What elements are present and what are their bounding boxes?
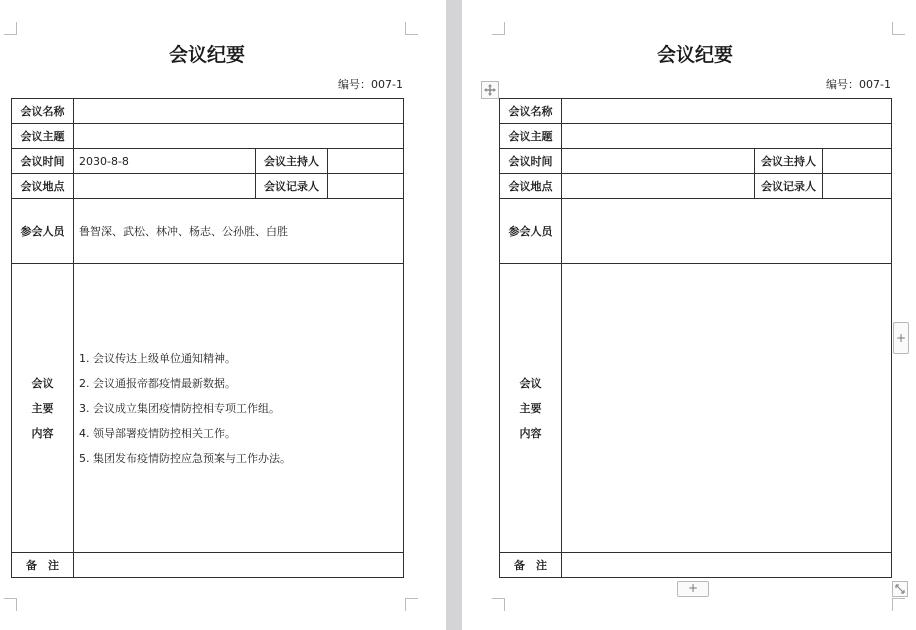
main-content-label-line: 主要	[519, 401, 542, 415]
plus-icon: +	[687, 581, 699, 595]
page-corner-mark	[4, 22, 17, 35]
page-gutter	[446, 0, 462, 630]
meeting-time-label: 会议时间	[500, 149, 562, 174]
content-item: 2. 会议通报帝都疫情最新数据。	[79, 376, 236, 390]
remarks-field[interactable]	[562, 553, 892, 578]
main-content-field[interactable]	[562, 264, 892, 553]
page-corner-mark	[892, 598, 905, 611]
meeting-name-label: 会议名称	[500, 99, 562, 124]
main-content-label-line: 内容	[519, 426, 542, 440]
host-label: 会议主持人	[755, 149, 823, 174]
document-title: 会议纪要	[168, 44, 245, 66]
page-corner-mark	[892, 22, 905, 35]
remarks-field[interactable]	[74, 553, 404, 578]
recorder-label: 会议记录人	[256, 174, 328, 199]
host-field[interactable]	[328, 149, 404, 174]
remarks-label: 备 注	[500, 553, 562, 578]
add-column-button[interactable]	[893, 322, 909, 354]
add-row-button[interactable]	[677, 581, 709, 597]
meeting-form-table	[11, 98, 404, 578]
document-page-right	[462, 0, 916, 630]
remarks-label: 备 注	[12, 553, 74, 578]
attendees-field[interactable]: 鲁智深、武松、林冲、杨志、公孙胜、白胜	[74, 199, 404, 264]
attendees-field[interactable]	[562, 199, 892, 264]
document-number: 编号：007-1	[826, 78, 891, 91]
meeting-form-table	[499, 98, 892, 578]
meeting-name-label: 会议名称	[12, 99, 74, 124]
recorder-label: 会议记录人	[755, 174, 823, 199]
move-icon[interactable]	[481, 81, 499, 99]
main-content-label	[12, 264, 74, 553]
content-item: 5. 集团发布疫情防控应急预案与工作办法。	[79, 451, 291, 465]
main-content-label-line: 内容	[31, 426, 54, 440]
content-item: 4. 领导部署疫情防控相关工作。	[79, 426, 236, 440]
main-content-label-line: 主要	[31, 401, 54, 415]
document-page-left	[0, 0, 446, 630]
page-corner-mark	[405, 22, 418, 35]
document-number: 编号：007-1	[338, 78, 403, 91]
attendees-label: 参会人员	[500, 199, 562, 264]
host-label: 会议主持人	[256, 149, 328, 174]
move-icon-glyph	[484, 84, 496, 96]
main-content-label-line: 会议	[31, 376, 54, 390]
attendees-label: 参会人员	[12, 199, 74, 264]
content-item: 3. 会议成立集团疫情防控相专项工作组。	[79, 401, 280, 415]
main-content-label-line: 会议	[519, 376, 542, 390]
location-label: 会议地点	[12, 174, 74, 199]
page-corner-mark	[405, 598, 418, 611]
meeting-time-field[interactable]	[562, 149, 755, 174]
meeting-name-field[interactable]	[74, 99, 404, 124]
recorder-field[interactable]	[328, 174, 404, 199]
location-field[interactable]	[562, 174, 755, 199]
meeting-topic-label: 会议主题	[12, 124, 74, 149]
main-content-label	[500, 264, 562, 553]
host-field[interactable]	[823, 149, 892, 174]
meeting-time-field[interactable]: 2030-8-8	[74, 149, 256, 174]
resize-icon-glyph	[895, 584, 905, 594]
content-item: 1. 会议传达上级单位通知精神。	[79, 351, 236, 365]
recorder-field[interactable]	[823, 174, 892, 199]
plus-icon: +	[895, 331, 907, 345]
meeting-topic-field[interactable]	[74, 124, 404, 149]
meeting-name-field[interactable]	[562, 99, 892, 124]
meeting-topic-label: 会议主题	[500, 124, 562, 149]
location-label: 会议地点	[500, 174, 562, 199]
meeting-topic-field[interactable]	[562, 124, 892, 149]
page-corner-mark	[492, 22, 505, 35]
resize-icon[interactable]	[892, 581, 908, 597]
page-corner-mark	[492, 598, 505, 611]
location-field[interactable]	[74, 174, 256, 199]
meeting-time-label: 会议时间	[12, 149, 74, 174]
page-corner-mark	[4, 598, 17, 611]
main-content-field[interactable]	[74, 264, 404, 553]
document-title: 会议纪要	[656, 44, 733, 66]
